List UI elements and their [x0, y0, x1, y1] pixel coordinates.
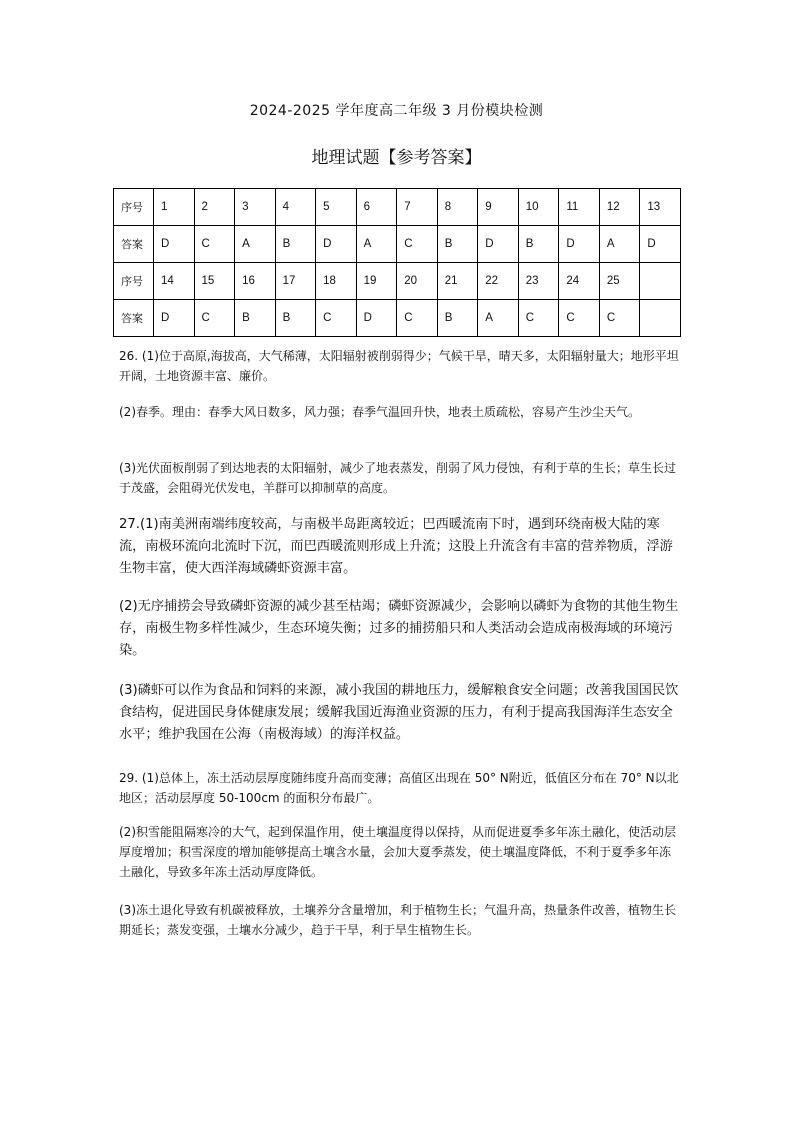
table-cell: 15	[194, 263, 235, 300]
table-cell: C	[559, 300, 600, 337]
table-cell: A	[599, 226, 640, 263]
q27-part1: 27.(1)南美洲南端纬度较高，与南极半岛距离较近；巴西暖流南下时，遇到环绕南极大陆的寒流，南极环流向北流时下沉，而巴西暖流则形成上升流；这股上升流含有丰富的营养物质，浮游生物丰富，使大西洋海域磷虾资源丰富。	[119, 517, 673, 576]
table-cell: D	[154, 300, 195, 337]
table-cell: D	[478, 226, 519, 263]
table-cell: 4	[275, 189, 316, 226]
table-cell: C	[397, 300, 438, 337]
table-cell: 24	[559, 263, 600, 300]
table-cell: B	[235, 300, 276, 337]
table-row	[114, 263, 681, 300]
table-cell: 5	[316, 189, 357, 226]
table-cell: D	[559, 226, 600, 263]
table-cell: 12	[599, 189, 640, 226]
table-row	[114, 189, 681, 226]
q27-part3: (3)磷虾可以作为食品和饲料的来源，减小我国的耕地压力，缓解粮食安全问题；改善我国国民饮食结构，促进国民身体健康发展；缓解我国近海渔业资源的压力，有利于提高我国海洋生态安全水平；维护我国在公海（南极海域）的海洋权益。	[119, 683, 679, 742]
table-cell: C	[599, 300, 640, 337]
table-cell: 18	[316, 263, 357, 300]
q26-part1: 26. (1)位于高原,海拔高，大气稀薄，太阳辐射被削弱得少；气候干旱，晴天多，太阳辐射量大；地形平坦开阔，土地资源丰富、廉价。	[119, 349, 679, 383]
table-cell: D	[356, 300, 397, 337]
table-cell: 20	[397, 263, 438, 300]
row-label: 序号	[114, 189, 154, 226]
table-cell: B	[275, 300, 316, 337]
table-cell: 3	[235, 189, 276, 226]
table-cell: 23	[518, 263, 559, 300]
table-cell: 11	[559, 189, 600, 226]
table-cell: C	[316, 300, 357, 337]
table-cell: 1	[154, 189, 195, 226]
table-cell: B	[275, 226, 316, 263]
table-cell: 7	[397, 189, 438, 226]
table-cell: 9	[478, 189, 519, 226]
table-cell: C	[194, 226, 235, 263]
table-cell: C	[194, 300, 235, 337]
table-cell: D	[316, 226, 357, 263]
table-cell: B	[437, 226, 478, 263]
table-cell: D	[154, 226, 195, 263]
row-label: 序号	[114, 263, 154, 300]
table-cell: 16	[235, 263, 276, 300]
table-cell: B	[437, 300, 478, 337]
q29-part3: (3)冻土退化导致有机碳被释放，土壤养分含量增加，利于植物生长；气温升高，热量条件改善，植物生长期延长；蒸发变强，土壤水分减少，趋于干旱，利于旱生植物生长。	[119, 903, 677, 937]
q26-part3: (3)光伏面板削弱了到达地表的太阳辐射，减少了地表蒸发，削弱了风力侵蚀，有利于草的生长；草生长过于茂盛，会阻碍光伏发电，羊群可以抑制草的高度。	[119, 461, 677, 495]
table-cell: C	[518, 300, 559, 337]
table-cell: A	[235, 226, 276, 263]
document-title: 2024-2025 学年度高二年级 3 月份模块检测	[249, 103, 544, 119]
table-cell: 21	[437, 263, 478, 300]
table-cell: 25	[599, 263, 640, 300]
table-cell	[640, 263, 681, 300]
table-cell: A	[356, 226, 397, 263]
table-cell: 2	[194, 189, 235, 226]
table-cell: 10	[518, 189, 559, 226]
q27-part2: (2)无序捕捞会导致磷虾资源的减少甚至枯竭；磷虾资源减少，会影响以磷虾为食物的其他生物生存，南极生物多样性减少，生态环境失衡；过多的捕捞船只和人类活动会造成南极海域的环境污染。	[119, 599, 679, 658]
table-cell: 22	[478, 263, 519, 300]
table-cell: 13	[640, 189, 681, 226]
table-cell: A	[478, 300, 519, 337]
row-label: 答案	[114, 226, 154, 263]
table-cell: 8	[437, 189, 478, 226]
table-cell: B	[518, 226, 559, 263]
table-cell: 17	[275, 263, 316, 300]
table-cell	[640, 300, 681, 337]
table-cell: D	[640, 226, 681, 263]
table-cell: 14	[154, 263, 195, 300]
table-row	[114, 226, 681, 263]
table-cell: 19	[356, 263, 397, 300]
table-cell: C	[397, 226, 438, 263]
q29-part1: 29. (1)总体上，冻土活动层厚度随纬度升高而变薄；高值区出现在 50° N附近，低值区分布在 70° N以北地区；活动层厚度 50-100cm 的面积分布最广。	[119, 771, 679, 805]
q29-part2: (2)积雪能阻隔寒冷的大气，起到保温作用，使土壤温度得以保持，从而促进夏季多年冻土融化，使活动层厚度增加；积雪深度的增加能够提高土壤含水量，会加大夏季蒸发，使土壤温度降低，不利于夏季多年冻土融化，导致多年冻土活动厚度降低。	[119, 825, 677, 879]
row-label: 答案	[114, 300, 154, 337]
q26-part2: (2)春季。理由：春季大风日数多，风力强；春季气温回升快，地表土质疏松，容易产生沙尘天气。	[119, 405, 641, 419]
table-row	[114, 300, 681, 337]
answer-table	[113, 188, 681, 337]
document-subtitle: 地理试题【参考答案】	[311, 148, 482, 168]
table-cell: 6	[356, 189, 397, 226]
